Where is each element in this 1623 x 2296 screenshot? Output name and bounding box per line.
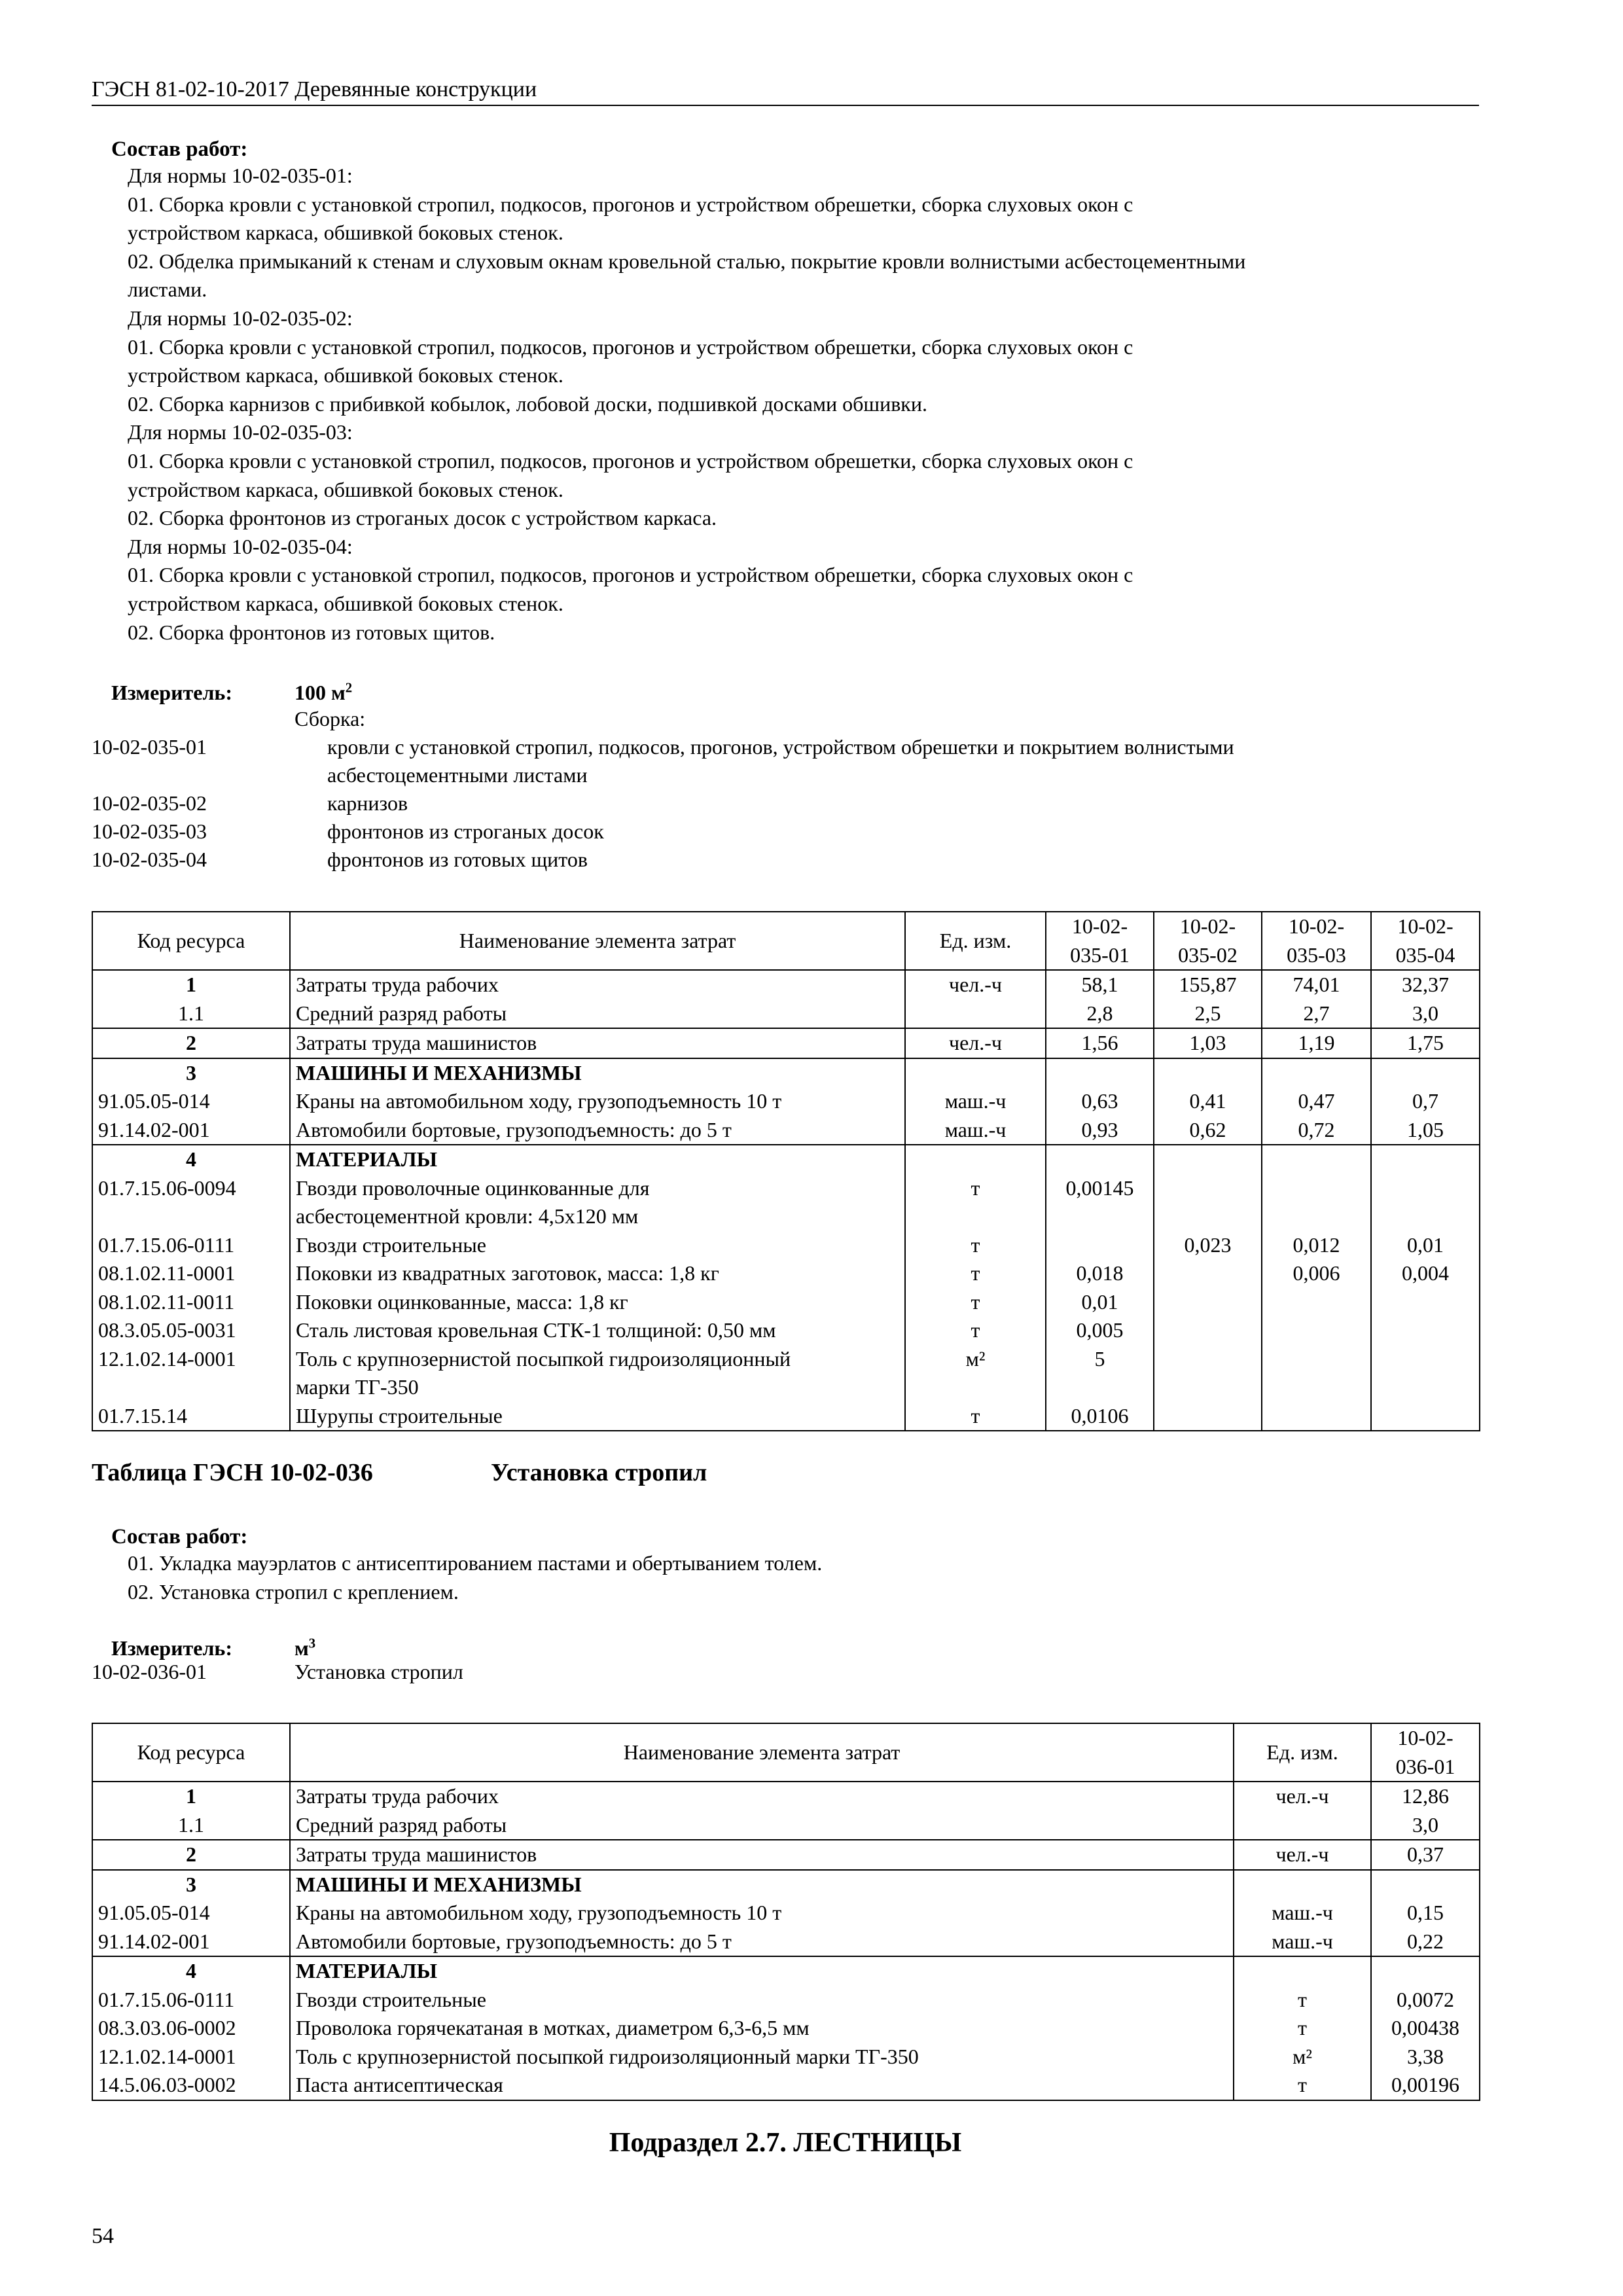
cell-name: Проволока горячекатаная в мотках, диаметром 6,3-6,5 мм bbox=[290, 2014, 1234, 2043]
composition-line: 01. Укладка мауэрлатов с антисептированием пастами и обертыванием толем. bbox=[128, 1551, 823, 1575]
page-number: 54 bbox=[92, 2224, 114, 2248]
cell-name: Паста антисептическая bbox=[290, 2071, 1234, 2100]
table-row bbox=[92, 1899, 1480, 1928]
cell-name: Затраты труда машинистов bbox=[290, 1028, 905, 1058]
cell-v2 bbox=[1154, 1174, 1262, 1203]
cell-code: 08.3.05.05-0031 bbox=[92, 1316, 290, 1345]
cell-code: 4 bbox=[92, 1145, 290, 1174]
cell-v4: 0,01 bbox=[1371, 1231, 1480, 1260]
cell-unit: т bbox=[1234, 1986, 1371, 2015]
cell-name: Затраты труда рабочих bbox=[290, 1782, 1234, 1811]
col-header-norm-4: 10-02- 035-04 bbox=[1371, 912, 1480, 970]
table-row bbox=[92, 999, 1480, 1029]
measure-section-2 bbox=[92, 1636, 1479, 1686]
composition-line: 02. Сборка фронтонов из строганых досок с устройством каркаса. bbox=[128, 506, 717, 530]
composition-line: Для нормы 10-02-035-02: bbox=[128, 306, 353, 330]
table-row bbox=[92, 1174, 1480, 1203]
resource-table-1-wrap bbox=[92, 911, 1479, 1431]
cell-v3 bbox=[1262, 1373, 1371, 1402]
composition-line: Для нормы 10-02-035-01: bbox=[128, 164, 353, 187]
measure-sub: Сборка: bbox=[294, 707, 366, 730]
cell-unit bbox=[1234, 1870, 1371, 1899]
cell-v4: 32,37 bbox=[1371, 970, 1480, 999]
composition-line: Для нормы 10-02-035-03: bbox=[128, 420, 353, 444]
cell-unit bbox=[905, 1145, 1046, 1174]
norm-code bbox=[92, 761, 327, 789]
norm-list bbox=[92, 733, 1479, 874]
cell-v2: 155,87 bbox=[1154, 970, 1262, 999]
measure-label: Измеритель: bbox=[111, 681, 232, 704]
cell-name: Краны на автомобильном ходу, грузоподъемность 10 т bbox=[290, 1899, 1234, 1928]
cell-name: асбестоцементной кровли: 4,5x120 мм bbox=[290, 1202, 905, 1231]
cell-v4: 0,004 bbox=[1371, 1259, 1480, 1288]
cell-v: 0,15 bbox=[1371, 1899, 1480, 1928]
cell-code: 01.7.15.06-0111 bbox=[92, 1231, 290, 1260]
cell-v2 bbox=[1154, 1373, 1262, 1402]
cell-name: МАТЕРИАЛЫ bbox=[290, 1145, 905, 1174]
cell-v1: 0,005 bbox=[1046, 1316, 1154, 1345]
cell-name: Затраты труда машинистов bbox=[290, 1840, 1234, 1870]
table-row bbox=[92, 2071, 1480, 2100]
cell-code: 3 bbox=[92, 1870, 290, 1899]
col-header-norm-1: 10-02- 035-01 bbox=[1046, 912, 1154, 970]
col-header-unit: Ед. изм. bbox=[905, 912, 1046, 970]
cell-unit: т bbox=[1234, 2071, 1371, 2100]
table-row bbox=[92, 1956, 1480, 1986]
col-header-norm-2-1: 10-02- 036-01 bbox=[1371, 1723, 1480, 1782]
cell-v3 bbox=[1262, 1174, 1371, 1203]
cell-name: Шурупы строительные bbox=[290, 1402, 905, 1431]
norm-row bbox=[92, 789, 1479, 817]
cell-name: МАШИНЫ И МЕХАНИЗМЫ bbox=[290, 1058, 905, 1088]
norm-desc-2: Установка стропил bbox=[294, 1660, 463, 1683]
cell-v4: 0,7 bbox=[1371, 1087, 1480, 1116]
cell-v: 0,37 bbox=[1371, 1840, 1480, 1870]
composition-line: 02. Установка стропил с креплением. bbox=[128, 1579, 459, 1604]
cell-unit: чел.-ч bbox=[905, 970, 1046, 999]
table-row bbox=[92, 1087, 1480, 1116]
table-2-name: Установка стропил bbox=[491, 1459, 707, 1486]
cell-unit: т bbox=[905, 1402, 1046, 1431]
composition-section-2 bbox=[92, 1525, 1479, 1606]
cell-code bbox=[92, 1202, 290, 1231]
cell-code: 3 bbox=[92, 1058, 290, 1088]
table-row bbox=[92, 1259, 1480, 1288]
table-row bbox=[92, 1402, 1480, 1431]
cell-v1: 0,93 bbox=[1046, 1116, 1154, 1145]
cell-v1: 5 bbox=[1046, 1345, 1154, 1374]
table-row bbox=[92, 2043, 1480, 2072]
cell-v3 bbox=[1262, 1288, 1371, 1317]
measure-value: 100 $м^2$ bbox=[294, 680, 353, 704]
cell-v3 bbox=[1262, 1345, 1371, 1374]
cell-unit: т bbox=[905, 1174, 1046, 1203]
cell-v1: 58,1 bbox=[1046, 970, 1154, 999]
composition-line: Для нормы 10-02-035-04: bbox=[128, 534, 353, 558]
norm-desc: кровли с установкой стропил, подкосов, прогонов, устройством обрешетки и покрытием волнистыми bbox=[327, 735, 1234, 759]
cell-unit bbox=[905, 1058, 1046, 1088]
norm-desc: асбестоцементными листами bbox=[327, 763, 588, 787]
table-row bbox=[92, 1116, 1480, 1145]
norm-code: 10-02-035-02 bbox=[92, 791, 207, 815]
cell-v: 0,00438 bbox=[1371, 2014, 1480, 2043]
cell-v4: 1,05 bbox=[1371, 1116, 1480, 1145]
cell-code: 08.1.02.11-0011 bbox=[92, 1288, 290, 1317]
composition-line: 02. Обделка примыканий к стенам и слуховым окнам кровельной сталью, покрытие кровли волнистыми асбестоцементными bbox=[128, 249, 1246, 273]
table-row bbox=[92, 970, 1480, 999]
table-row bbox=[92, 1058, 1480, 1088]
cell-unit bbox=[905, 1202, 1046, 1231]
cell-v2 bbox=[1154, 1202, 1262, 1231]
table-row bbox=[92, 1840, 1480, 1870]
table-row bbox=[92, 1288, 1480, 1317]
table-row bbox=[92, 1373, 1480, 1402]
cell-v: 3,0 bbox=[1371, 1811, 1480, 1840]
cell-v: 3,38 bbox=[1371, 2043, 1480, 2072]
composition-line: устройством каркаса, обшивкой боковых стенок. bbox=[128, 477, 563, 501]
cell-code: 01.7.15.06-0111 bbox=[92, 1986, 290, 2015]
cell-code: 14.5.06.03-0002 bbox=[92, 2071, 290, 2100]
cell-name: Толь с крупнозернистой посыпкой гидроизоляционный bbox=[290, 1345, 905, 1374]
norm-row bbox=[92, 817, 1479, 846]
cell-unit: м² bbox=[1234, 2043, 1371, 2072]
composition-line: листами. bbox=[128, 278, 207, 302]
col-header-norm-2: 10-02- 035-02 bbox=[1154, 912, 1262, 970]
cell-v1 bbox=[1046, 1373, 1154, 1402]
norm-row bbox=[92, 733, 1479, 761]
cell-code: 91.05.05-014 bbox=[92, 1899, 290, 1928]
composition-line: устройством каркаса, обшивкой боковых стенок. bbox=[128, 591, 563, 615]
cell-code: 91.14.02-001 bbox=[92, 1928, 290, 1957]
table-row bbox=[92, 2014, 1480, 2043]
cell-v2 bbox=[1154, 1316, 1262, 1345]
cell-name: Автомобили бортовые, грузоподъемность: до 5 т bbox=[290, 1928, 1234, 1957]
cell-v1: 0,63 bbox=[1046, 1087, 1154, 1116]
cell-code: 1.1 bbox=[92, 1811, 290, 1840]
cell-v4 bbox=[1371, 1058, 1480, 1088]
composition-line: 01. Сборка кровли с установкой стропил, подкосов, прогонов и устройством обрешетки, сборка слуховых окон с bbox=[128, 563, 1133, 587]
cell-v: 12,86 bbox=[1371, 1782, 1480, 1811]
col-header-code-2: Код ресурса bbox=[92, 1723, 290, 1782]
cell-v3: 2,7 bbox=[1262, 999, 1371, 1029]
cell-unit: т bbox=[905, 1316, 1046, 1345]
resource-table-2 bbox=[92, 1723, 1480, 2101]
cell-v4 bbox=[1371, 1174, 1480, 1203]
cell-unit: т bbox=[905, 1231, 1046, 1260]
cell-v1: 1,56 bbox=[1046, 1028, 1154, 1058]
norm-code: 10-02-035-03 bbox=[92, 819, 207, 843]
table-row bbox=[92, 1202, 1480, 1231]
norm-code-2: 10-02-036-01 bbox=[92, 1660, 207, 1683]
composition-title-2: Состав работ: bbox=[111, 1525, 248, 1549]
cell-name: МАШИНЫ И МЕХАНИЗМЫ bbox=[290, 1870, 1234, 1899]
cell-v bbox=[1371, 1870, 1480, 1899]
cell-v1 bbox=[1046, 1058, 1154, 1088]
running-header: ГЭСН 81-02-10-2017 Деревянные конструкции bbox=[92, 77, 1479, 106]
composition-line: 02. Сборка карнизов с прибивкой кобылок, лобовой доски, подшивкой досками обшивки. bbox=[128, 391, 927, 416]
cell-v3 bbox=[1262, 1145, 1371, 1174]
measure-label-2: Измеритель: bbox=[111, 1636, 232, 1660]
cell-name: Автомобили бортовые, грузоподъемность: до 5 т bbox=[290, 1116, 905, 1145]
cell-unit: м² bbox=[905, 1345, 1046, 1374]
cell-unit bbox=[905, 999, 1046, 1029]
cell-unit: маш.-ч bbox=[905, 1116, 1046, 1145]
cell-v1 bbox=[1046, 1202, 1154, 1231]
col-header-name: Наименование элемента затрат bbox=[290, 912, 905, 970]
composition-line: устройством каркаса, обшивкой боковых стенок. bbox=[128, 363, 563, 387]
composition-lines bbox=[128, 162, 1479, 647]
cell-name: Средний разряд работы bbox=[290, 999, 905, 1029]
cell-unit bbox=[1234, 1811, 1371, 1840]
cell-code: 4 bbox=[92, 1956, 290, 1986]
table-row bbox=[92, 1928, 1480, 1957]
cell-name: МАТЕРИАЛЫ bbox=[290, 1956, 1234, 1986]
cell-v2 bbox=[1154, 1345, 1262, 1374]
table-row bbox=[92, 1345, 1480, 1374]
cell-unit: чел.-ч bbox=[1234, 1782, 1371, 1811]
cell-v3: 0,012 bbox=[1262, 1231, 1371, 1260]
subsection-heading: Подраздел 2.7. ЛЕСТНИЦЫ bbox=[609, 2128, 962, 2158]
cell-unit: т bbox=[1234, 2014, 1371, 2043]
cell-v2: 1,03 bbox=[1154, 1028, 1262, 1058]
col-header-code: Код ресурса bbox=[92, 912, 290, 970]
cell-v2 bbox=[1154, 1259, 1262, 1288]
composition-title: Состав работ: bbox=[111, 137, 248, 161]
cell-code: 2 bbox=[92, 1028, 290, 1058]
cell-v: 0,0072 bbox=[1371, 1986, 1480, 2015]
norm-row bbox=[92, 761, 1479, 789]
cell-v3: 0,006 bbox=[1262, 1259, 1371, 1288]
cell-name: Средний разряд работы bbox=[290, 1811, 1234, 1840]
table-row bbox=[92, 1870, 1480, 1899]
cell-name: Толь с крупнозернистой посыпкой гидроизоляционный марки ТГ-350 bbox=[290, 2043, 1234, 2072]
col-header-name-2: Наименование элемента затрат bbox=[290, 1723, 1234, 1782]
cell-name: Поковки из квадратных заготовок, масса: 1,8 кг bbox=[290, 1259, 905, 1288]
cell-v1: 0,018 bbox=[1046, 1259, 1154, 1288]
cell-v1: 0,0106 bbox=[1046, 1402, 1154, 1431]
cell-code bbox=[92, 1373, 290, 1402]
cell-code: 2 bbox=[92, 1840, 290, 1870]
cell-code: 08.3.03.06-0002 bbox=[92, 2014, 290, 2043]
cell-code: 01.7.15.14 bbox=[92, 1402, 290, 1431]
cell-v3: 1,19 bbox=[1262, 1028, 1371, 1058]
cell-unit: т bbox=[905, 1288, 1046, 1317]
cell-v2: 0,41 bbox=[1154, 1087, 1262, 1116]
composition-line: 02. Сборка фронтонов из готовых щитов. bbox=[128, 620, 495, 644]
cell-code: 1 bbox=[92, 970, 290, 999]
cell-v3 bbox=[1262, 1202, 1371, 1231]
cell-v: 0,22 bbox=[1371, 1928, 1480, 1957]
cell-unit: т bbox=[905, 1259, 1046, 1288]
cell-name: Затраты труда рабочих bbox=[290, 970, 905, 999]
cell-v4 bbox=[1371, 1145, 1480, 1174]
table-2-number: Таблица ГЭСН 10-02-036 bbox=[92, 1459, 373, 1486]
composition-lines-2 bbox=[128, 1549, 1479, 1606]
cell-v4 bbox=[1371, 1202, 1480, 1231]
norm-code: 10-02-035-01 bbox=[92, 735, 207, 759]
table-row bbox=[92, 1316, 1480, 1345]
table-row bbox=[92, 1986, 1480, 2015]
cell-code: 1.1 bbox=[92, 999, 290, 1029]
cell-v bbox=[1371, 1956, 1480, 1986]
composition-section-1 bbox=[92, 137, 1479, 647]
cell-v4 bbox=[1371, 1373, 1480, 1402]
table-row bbox=[92, 1811, 1480, 1840]
cell-v1: 0,01 bbox=[1046, 1288, 1154, 1317]
table-row bbox=[92, 1782, 1480, 1811]
cell-v4 bbox=[1371, 1345, 1480, 1374]
cell-v2: 0,62 bbox=[1154, 1116, 1262, 1145]
table-2-title bbox=[92, 1458, 1479, 1487]
cell-unit: чел.-ч bbox=[905, 1028, 1046, 1058]
cell-v3 bbox=[1262, 1058, 1371, 1088]
cell-code: 12.1.02.14-0001 bbox=[92, 1345, 290, 1374]
cell-name: Краны на автомобильном ходу, грузоподъемность 10 т bbox=[290, 1087, 905, 1116]
cell-v4 bbox=[1371, 1288, 1480, 1317]
cell-name: Гвозди строительные bbox=[290, 1231, 905, 1260]
col-header-unit-2: Ед. изм. bbox=[1234, 1723, 1371, 1782]
cell-v1 bbox=[1046, 1231, 1154, 1260]
cell-v4: 3,0 bbox=[1371, 999, 1480, 1029]
table-row bbox=[92, 1231, 1480, 1260]
cell-v2 bbox=[1154, 1288, 1262, 1317]
table-row bbox=[92, 1145, 1480, 1174]
measure-section-1 bbox=[92, 681, 1479, 874]
resource-table-1 bbox=[92, 911, 1480, 1431]
cell-v3: 0,72 bbox=[1262, 1116, 1371, 1145]
composition-line: 01. Сборка кровли с установкой стропил, подкосов, прогонов и устройством обрешетки, сборка слуховых окон с bbox=[128, 192, 1133, 216]
cell-unit: маш.-ч bbox=[1234, 1928, 1371, 1957]
cell-unit: чел.-ч bbox=[1234, 1840, 1371, 1870]
cell-name: Поковки оцинкованные, масса: 1,8 кг bbox=[290, 1288, 905, 1317]
cell-v1 bbox=[1046, 1145, 1154, 1174]
cell-v2: 2,5 bbox=[1154, 999, 1262, 1029]
cell-v2: 0,023 bbox=[1154, 1231, 1262, 1260]
cell-v4 bbox=[1371, 1402, 1480, 1431]
cell-unit: маш.-ч bbox=[905, 1087, 1046, 1116]
norm-desc: фронтонов из строганых досок bbox=[327, 819, 604, 843]
cell-code: 91.14.02-001 bbox=[92, 1116, 290, 1145]
resource-table-2-wrap bbox=[92, 1723, 1479, 2101]
cell-name: марки ТГ-350 bbox=[290, 1373, 905, 1402]
cell-v4 bbox=[1371, 1316, 1480, 1345]
cell-v1: 0,00145 bbox=[1046, 1174, 1154, 1203]
cell-v3 bbox=[1262, 1402, 1371, 1431]
norm-row bbox=[92, 846, 1479, 874]
cell-unit: маш.-ч bbox=[1234, 1899, 1371, 1928]
cell-name: Сталь листовая кровельная СТК-1 толщиной: 0,50 мм bbox=[290, 1316, 905, 1345]
composition-line: 01. Сборка кровли с установкой стропил, подкосов, прогонов и устройством обрешетки, сборка слуховых окон с bbox=[128, 448, 1133, 473]
cell-code: 1 bbox=[92, 1782, 290, 1811]
composition-line: 01. Сборка кровли с установкой стропил, подкосов, прогонов и устройством обрешетки, сборка слуховых окон с bbox=[128, 334, 1133, 359]
table-row bbox=[92, 1028, 1480, 1058]
cell-v2 bbox=[1154, 1058, 1262, 1088]
cell-code: 12.1.02.14-0001 bbox=[92, 2043, 290, 2072]
cell-v: 0,00196 bbox=[1371, 2071, 1480, 2100]
norm-desc: фронтонов из готовых щитов bbox=[327, 848, 588, 871]
cell-v3: 74,01 bbox=[1262, 970, 1371, 999]
norm-desc: карнизов bbox=[327, 791, 408, 815]
cell-name: Гвозди проволочные оцинкованные для bbox=[290, 1174, 905, 1203]
cell-code: 01.7.15.06-0094 bbox=[92, 1174, 290, 1203]
cell-v2 bbox=[1154, 1145, 1262, 1174]
cell-code: 08.1.02.11-0001 bbox=[92, 1259, 290, 1288]
cell-unit bbox=[1234, 1956, 1371, 1986]
cell-v3: 0,47 bbox=[1262, 1087, 1371, 1116]
cell-v1: 2,8 bbox=[1046, 999, 1154, 1029]
cell-code: 91.05.05-014 bbox=[92, 1087, 290, 1116]
cell-v3 bbox=[1262, 1316, 1371, 1345]
col-header-norm-3: 10-02- 035-03 bbox=[1262, 912, 1371, 970]
cell-v4: 1,75 bbox=[1371, 1028, 1480, 1058]
cell-unit bbox=[905, 1373, 1046, 1402]
norm-code: 10-02-035-04 bbox=[92, 848, 207, 871]
measure-value-2: $м^3$ bbox=[294, 1636, 316, 1660]
composition-line: устройством каркаса, обшивкой боковых стенок. bbox=[128, 221, 563, 245]
cell-name: Гвозди строительные bbox=[290, 1986, 1234, 2015]
cell-v2 bbox=[1154, 1402, 1262, 1431]
